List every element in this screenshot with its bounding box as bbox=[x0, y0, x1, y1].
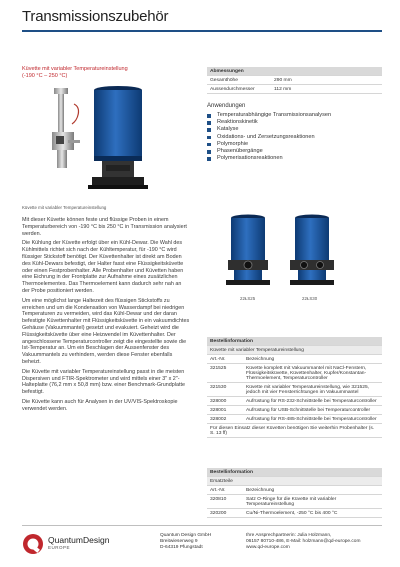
article-description: Aufrüstung für USB-Schnittstelle bei Temperaturcontroller bbox=[243, 406, 382, 415]
contact-info bbox=[246, 533, 360, 552]
column-header-art: Art.-Nr. bbox=[207, 355, 243, 364]
article-description: Cu/Ni-Thermoelement, -250 °C bis 400 °C bbox=[243, 509, 382, 518]
list-item bbox=[207, 141, 331, 148]
table-row bbox=[207, 397, 382, 406]
body-paragraph: Um eine möglichst lange Haltezeit des flüssigen Stickstoffs zu erreichen und um die Kondensation von Wasserdampf bei niedrigen Temperaturen zu vermeiden, wird das Kühl-Dewar und der daran befestigte Küvettenhalter mit Flüssigkeitsküvette in ein vakuumdichtes Gehäuse (Vakuummantel) gesetzt und evakuiert. Geheizt wird die Flüssigkeitsküvette über eine Heizwendel im Küvettenhalter. Der angeschlossene Temperaturcontroller zeigt die eingestellte sowie die Ist-Temperatur an. Um ein Beschlagen der Aussenfenster des Vakuummantels zu verhindern, werden diese Fenster ebenfalls beheizt. bbox=[22, 297, 190, 365]
column-header-desc: Bezeichnung bbox=[243, 355, 382, 364]
article-number: 321525 bbox=[207, 364, 243, 383]
contact-website-link[interactable]: www.qd-europe.com bbox=[246, 545, 290, 551]
bullet-icon bbox=[207, 114, 211, 118]
dimensions-header: Abmessungen bbox=[207, 67, 382, 76]
dimensions-table bbox=[207, 67, 382, 94]
list-item bbox=[207, 119, 331, 126]
application-label: Polymorphie bbox=[217, 140, 249, 147]
order-subheader: Küvette mit variabler Temperatureinstellung bbox=[207, 346, 382, 355]
column-header-desc: Bezeichnung bbox=[243, 486, 382, 495]
dimension-value: 290 mm bbox=[271, 76, 382, 85]
bullet-icon bbox=[207, 157, 211, 161]
order-table bbox=[207, 337, 382, 438]
body-text bbox=[22, 217, 190, 416]
page-title: Transmissionszubehör bbox=[22, 8, 169, 25]
table-row bbox=[207, 406, 382, 415]
application-label: Oxidations- und Zersetzungsreaktionen bbox=[217, 133, 315, 140]
cell-models-image bbox=[218, 212, 348, 300]
company-address bbox=[160, 533, 211, 552]
dimension-label: Aussendurchmesser bbox=[207, 85, 271, 94]
bullet-icon bbox=[207, 128, 211, 132]
product-subtitle: Küvette mit variabler Temperatureinstellung (-190 °C – 250 °C) bbox=[22, 66, 128, 79]
application-label: Phasenübergänge bbox=[217, 148, 263, 155]
order-note: Für diesen Einsatz dieser Küvetten benötigen Sie weiterhin Probenhalter (s. S. 13 ff) bbox=[207, 424, 382, 438]
table-row bbox=[207, 383, 382, 397]
table-row bbox=[207, 85, 382, 94]
application-label: Katalyse bbox=[217, 126, 239, 133]
list-item bbox=[207, 155, 331, 162]
order-header: Bestellinformation bbox=[207, 337, 382, 346]
list-item bbox=[207, 126, 331, 133]
address-line: Breitwiesenweg 9 bbox=[160, 539, 198, 545]
figure-label-b: 22ŁS30 bbox=[302, 296, 318, 301]
bullet-icon bbox=[207, 150, 211, 154]
table-header-row bbox=[207, 486, 382, 495]
dimension-label: Gesamthöhe bbox=[207, 76, 271, 85]
address-line: D-64319 Pfungstadt bbox=[160, 545, 203, 551]
applications-title: Anwendungen bbox=[207, 103, 246, 109]
article-description: Küvette mit variabler Temperatureinstellung, wie 321525, jedoch mit vier Fensterrichtungen im Vakuummantel bbox=[243, 383, 382, 397]
cell-assembly-image bbox=[48, 84, 178, 194]
logo-subline: EUROPE bbox=[48, 545, 71, 550]
article-number: 328001 bbox=[207, 406, 243, 415]
table-header-row bbox=[207, 355, 382, 364]
left-image-caption: Küvette mit variabler Temperatureinstellung bbox=[22, 205, 107, 210]
application-label: Polymerisationsreaktionen bbox=[217, 155, 283, 162]
table-row bbox=[207, 364, 382, 383]
company-logo bbox=[22, 531, 118, 557]
contact-line: 06157 80710-486, E-Mail: holzmann@qd-europe.com bbox=[246, 539, 361, 545]
application-label: Temperaturabhängige Transmissionsanalysen bbox=[217, 112, 332, 118]
bullet-icon bbox=[207, 121, 211, 125]
article-number: 328002 bbox=[207, 415, 243, 424]
logo-mark-icon bbox=[22, 533, 44, 555]
column-header-art: Art.-Nr. bbox=[207, 486, 243, 495]
body-paragraph: Die Küvette kann auch für Analysen in der UV/VIS-Spektroskopie verwendet werden. bbox=[22, 398, 178, 412]
article-description: Aufrüstung für RS-485-Schnittstelle bei Temperaturcontroller bbox=[243, 415, 382, 424]
article-number: 320810 bbox=[207, 495, 243, 509]
address-line: Quantum Design GmbH bbox=[160, 533, 212, 538]
bullet-icon bbox=[207, 143, 211, 147]
body-paragraph: Mit dieser Küvette können feste und flüssige Proben in einem Temperaturbereich von -190 °C bis 250 °C in Transmission analysiert werden. bbox=[22, 217, 187, 237]
list-item bbox=[207, 134, 331, 141]
table-row bbox=[207, 509, 382, 518]
article-description: Satz O-Ringe für die Küvette mit variabler Temperatureinstellung bbox=[243, 495, 382, 509]
logo-wordmark: QuantumDesign bbox=[48, 535, 110, 545]
spare-parts-subheader: Ersatzteile bbox=[207, 477, 382, 486]
article-number: 320200 bbox=[207, 509, 243, 518]
body-paragraph: Die Küvette mit variabler Temperatureinstellung passt in die meisten Dispersiven und FTIR-Spektrometer und wird mittels einer 3" x 2"-Halteplatte (76,2 mm x 50,8 mm) bzw. einer Benchmark-Grundplatte befestigt. bbox=[22, 368, 185, 396]
article-description: Aufrüstung für RS-232-Schnittstelle bei Temperaturcontroller bbox=[243, 397, 382, 406]
dimension-value: 112 mm bbox=[271, 85, 382, 94]
footer-divider bbox=[22, 525, 382, 526]
article-number: 328000 bbox=[207, 397, 243, 406]
table-row bbox=[207, 495, 382, 509]
spare-parts-table bbox=[207, 468, 382, 518]
figure-label-a: 22ŁS25 bbox=[240, 296, 256, 301]
body-paragraph: Die Kühlung der Küvette erfolgt über ein Kühl-Dewar. Die Wahl des Kühlmittels richtet sich nach der Kühltemperatur, für -190 °C wird flüssiger Stickstoff benötigt. Der Küvettenhalter ist direkt am Boden des Kühl-Dewars befestigt, der Halter fasst eine Flüssigkeitsküvette oder einen Festprobenhalter. Alle Probenhalter und Küvetten haben eine Eichrung in der Frontplatte zur Aufnahme eines zusätzlichen Thermoelementes. Das Thermoelement kann dadurch sehr nah an der Probe positioniert werden. bbox=[22, 240, 184, 294]
applications-list bbox=[207, 112, 331, 162]
article-number: 321530 bbox=[207, 383, 243, 397]
spare-parts-header: Bestellinformation bbox=[207, 468, 382, 477]
title-rule bbox=[22, 30, 382, 32]
contact-line: Ihre Ansprechpartnerin: Julia Holzmann, bbox=[246, 533, 332, 538]
list-item bbox=[207, 148, 331, 155]
bullet-icon bbox=[207, 136, 211, 140]
table-row bbox=[207, 76, 382, 85]
list-item bbox=[207, 112, 331, 119]
application-label: Reaktionskinetik bbox=[217, 119, 258, 126]
table-row bbox=[207, 415, 382, 424]
article-description: Küvette komplett mit Vakuummantel mit NaCl-Fenstern, Flüssigkeitsküvette, Küvettenhalter, Kupfer/Konstantan-Thermoelement, Temperaturcontroller bbox=[243, 364, 382, 383]
